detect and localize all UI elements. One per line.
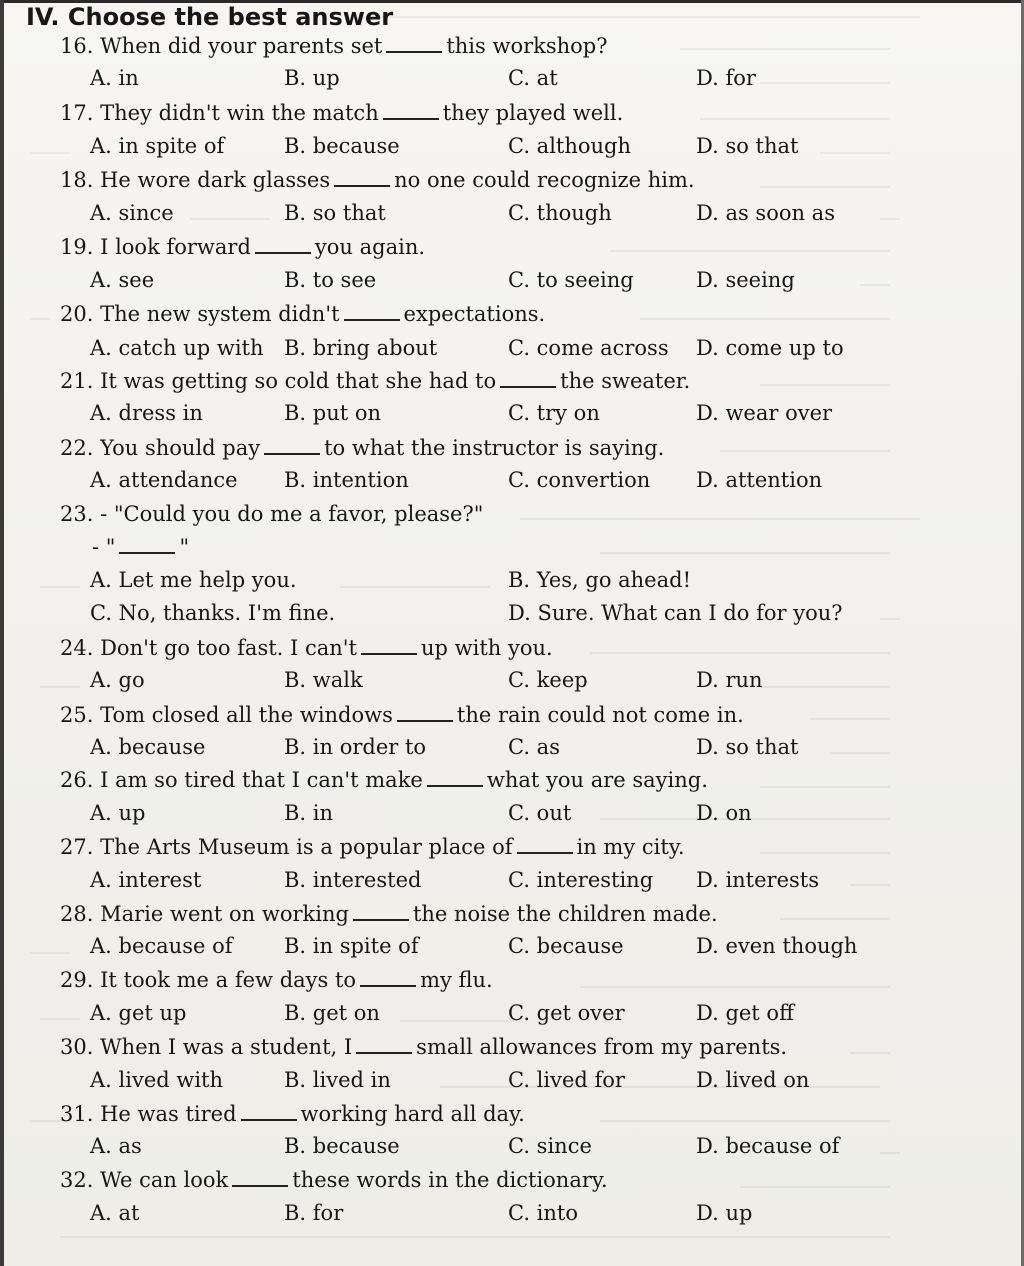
question-text: Tom closed all the windows — [100, 703, 393, 727]
option-a[interactable]: A. because — [90, 735, 206, 759]
question-number: 29. — [60, 968, 94, 992]
question-number: 31. — [60, 1102, 94, 1126]
question-number: 25. — [60, 703, 94, 727]
option-b[interactable]: B. in — [284, 801, 334, 825]
option-c[interactable]: C. into — [508, 1201, 578, 1225]
answer-blank[interactable] — [500, 372, 556, 388]
question-23 — [60, 502, 483, 526]
option-a[interactable]: A. in spite of — [90, 134, 225, 158]
question-27 — [60, 835, 685, 859]
question-text: When did your parents set — [100, 34, 383, 58]
option-c[interactable]: C. since — [508, 1134, 592, 1158]
option-c[interactable]: C. keep — [508, 668, 588, 692]
option-d[interactable]: D. up — [696, 1201, 753, 1225]
option-b[interactable]: B. in spite of — [284, 934, 419, 958]
option-d[interactable]: D. run — [696, 668, 763, 692]
option-b[interactable]: B. walk — [284, 668, 363, 692]
option-a[interactable]: A. at — [90, 1201, 140, 1225]
page-left-border — [0, 0, 4, 1266]
question-20 — [60, 302, 545, 326]
question-text: He was tired — [100, 1102, 237, 1126]
option-a[interactable]: A. see — [90, 268, 155, 292]
option-b[interactable]: B. because — [284, 1134, 400, 1158]
question-16 — [60, 34, 608, 58]
option-a[interactable]: A. because of — [90, 934, 233, 958]
option-a[interactable]: A. in — [90, 66, 139, 90]
question-number: 26. — [60, 768, 94, 792]
option-c[interactable]: C. No, thanks. I'm fine. — [90, 601, 336, 625]
question-number: 28. — [60, 902, 94, 926]
option-b[interactable]: B. bring about — [284, 336, 438, 360]
option-c[interactable]: C. because — [508, 934, 624, 958]
option-a[interactable]: A. up — [90, 801, 146, 825]
dialogue-reply-close: " — [179, 535, 190, 559]
option-b[interactable]: B. intention — [284, 468, 409, 492]
option-a[interactable]: A. catch up with — [90, 336, 264, 360]
option-b[interactable]: B. up — [284, 66, 340, 90]
question-text: He wore dark glasses — [100, 168, 331, 192]
question-text-after: my flu. — [420, 968, 493, 992]
answer-blank[interactable] — [119, 538, 175, 554]
option-a[interactable]: A. since — [90, 201, 174, 225]
option-c[interactable]: C. as — [508, 735, 560, 759]
question-text: Don't go too fast. I can't — [100, 636, 357, 660]
answer-blank[interactable] — [241, 1105, 297, 1121]
option-c[interactable]: C. lived for — [508, 1068, 625, 1092]
answer-blank[interactable] — [356, 1038, 412, 1054]
option-a[interactable]: A. lived with — [90, 1068, 224, 1092]
question-number: 30. — [60, 1035, 94, 1059]
question-text: I am so tired that I can't make — [100, 768, 423, 792]
option-d[interactable]: D. attention — [696, 468, 823, 492]
option-d[interactable]: D. seeing — [696, 268, 795, 292]
option-c[interactable]: C. at — [508, 66, 558, 90]
option-b[interactable]: B. in order to — [284, 735, 427, 759]
question-number: 32. — [60, 1168, 94, 1192]
option-c[interactable]: C. though — [508, 201, 612, 225]
answer-blank[interactable] — [383, 104, 439, 120]
question-text-after: in my city. — [576, 835, 685, 859]
question-18 — [60, 168, 695, 192]
question-number: 16. — [60, 34, 94, 58]
answer-blank[interactable] — [361, 639, 417, 655]
dialogue-reply-line — [92, 535, 189, 559]
option-c[interactable]: C. to seeing — [508, 268, 634, 292]
question-text: It was getting so cold that she had to — [100, 369, 497, 393]
option-d[interactable]: D. Sure. What can I do for you? — [508, 601, 843, 625]
option-c[interactable]: C. try on — [508, 401, 600, 425]
question-26 — [60, 768, 708, 792]
question-25 — [60, 703, 744, 727]
option-c[interactable]: C. interesting — [508, 868, 654, 892]
answer-blank[interactable] — [334, 171, 390, 187]
option-d[interactable]: D. lived on — [696, 1068, 810, 1092]
question-21 — [60, 369, 690, 393]
question-text-after: what you are saying. — [486, 768, 708, 792]
option-a[interactable]: A. as — [90, 1134, 142, 1158]
option-a[interactable]: A. get up — [90, 1001, 187, 1025]
option-a[interactable]: A. attendance — [90, 468, 238, 492]
question-number: 17. — [60, 101, 94, 125]
option-b[interactable]: B. interested — [284, 868, 422, 892]
answer-blank[interactable] — [360, 971, 416, 987]
question-text-after: no one could recognize him. — [394, 168, 695, 192]
question-number: 23. — [60, 502, 94, 526]
question-text-after: working hard all day. — [300, 1102, 525, 1126]
option-c[interactable]: C. out — [508, 801, 572, 825]
question-number: 27. — [60, 835, 94, 859]
answer-blank[interactable] — [427, 771, 483, 787]
option-a[interactable]: A. interest — [90, 868, 202, 892]
question-29 — [60, 968, 493, 992]
option-b[interactable]: B. to see — [284, 268, 377, 292]
option-c[interactable]: C. although — [508, 134, 632, 158]
question-text: You should pay — [100, 436, 261, 460]
question-text: It took me a few days to — [100, 968, 357, 992]
option-d[interactable]: D. on — [696, 801, 752, 825]
option-b[interactable]: B. get on — [284, 1001, 380, 1025]
question-text: We can look — [100, 1168, 229, 1192]
question-text-after: up with you. — [421, 636, 553, 660]
option-c[interactable]: C. get over — [508, 1001, 625, 1025]
question-text: I look forward — [100, 235, 251, 259]
option-c[interactable]: C. come across — [508, 336, 669, 360]
question-text-after: they played well. — [442, 101, 624, 125]
option-a[interactable]: A. go — [90, 668, 145, 692]
question-number: 19. — [60, 235, 94, 259]
option-c[interactable]: C. convertion — [508, 468, 651, 492]
option-d[interactable]: D. get off — [696, 1001, 794, 1025]
question-30 — [60, 1035, 787, 1059]
question-text-after: the sweater. — [560, 369, 691, 393]
question-text: The Arts Museum is a popular place of — [100, 835, 513, 859]
option-d[interactable]: D. because of — [696, 1134, 840, 1158]
option-d[interactable]: D. come up to — [696, 336, 844, 360]
answer-blank[interactable] — [232, 1171, 288, 1187]
option-d[interactable]: D. wear over — [696, 401, 833, 425]
question-22 — [60, 436, 664, 460]
question-text: When I was a student, I — [100, 1035, 353, 1059]
answer-blank[interactable] — [255, 238, 311, 254]
question-number: 18. — [60, 168, 94, 192]
answer-blank[interactable] — [517, 838, 573, 854]
question-17 — [60, 101, 623, 125]
question-text-after: the rain could not come in. — [456, 703, 744, 727]
answer-blank[interactable] — [344, 305, 400, 321]
question-text-after: to what the instructor is saying. — [324, 436, 665, 460]
option-d[interactable]: D. even though — [696, 934, 858, 958]
answer-blank[interactable] — [264, 439, 320, 455]
question-text-after: these words in the dictionary. — [292, 1168, 608, 1192]
question-text-after: you again. — [314, 235, 426, 259]
question-number: 24. — [60, 636, 94, 660]
option-d[interactable]: D. so that — [696, 735, 799, 759]
option-b[interactable]: B. put on — [284, 401, 382, 425]
question-24 — [60, 636, 553, 660]
option-d[interactable]: D. for — [696, 66, 756, 90]
dialogue-reply-open: - " — [92, 535, 116, 559]
question-text-after: this workshop? — [446, 34, 608, 58]
question-text-after: expectations. — [403, 302, 546, 326]
question-number: 22. — [60, 436, 94, 460]
option-d[interactable]: D. as soon as — [696, 201, 835, 225]
question-number: 21. — [60, 369, 94, 393]
option-d[interactable]: D. interests — [696, 868, 820, 892]
option-b[interactable]: B. lived in — [284, 1068, 391, 1092]
question-text: They didn't win the match — [100, 101, 379, 125]
option-b[interactable]: B. for — [284, 1201, 344, 1225]
question-32 — [60, 1168, 608, 1192]
option-b[interactable]: B. so that — [284, 201, 386, 225]
option-b[interactable]: B. because — [284, 134, 400, 158]
option-d[interactable]: D. so that — [696, 134, 799, 158]
option-a[interactable]: A. dress in — [90, 401, 203, 425]
question-text: - "Could you do me a favor, please?" — [100, 502, 484, 526]
question-28 — [60, 902, 718, 926]
question-text: Marie went on working — [100, 902, 349, 926]
question-number: 20. — [60, 302, 94, 326]
option-a[interactable]: A. Let me help you. — [90, 568, 297, 592]
section-heading: IV. Choose the best answer — [26, 3, 394, 31]
answer-blank[interactable] — [386, 37, 442, 53]
question-text-after: the noise the children made. — [412, 902, 718, 926]
question-19 — [60, 235, 425, 259]
answer-blank[interactable] — [397, 706, 453, 722]
option-b[interactable]: B. Yes, go ahead! — [508, 568, 692, 592]
answer-blank[interactable] — [353, 905, 409, 921]
question-text: The new system didn't — [100, 302, 340, 326]
question-31 — [60, 1102, 525, 1126]
question-text-after: small allowances from my parents. — [416, 1035, 788, 1059]
